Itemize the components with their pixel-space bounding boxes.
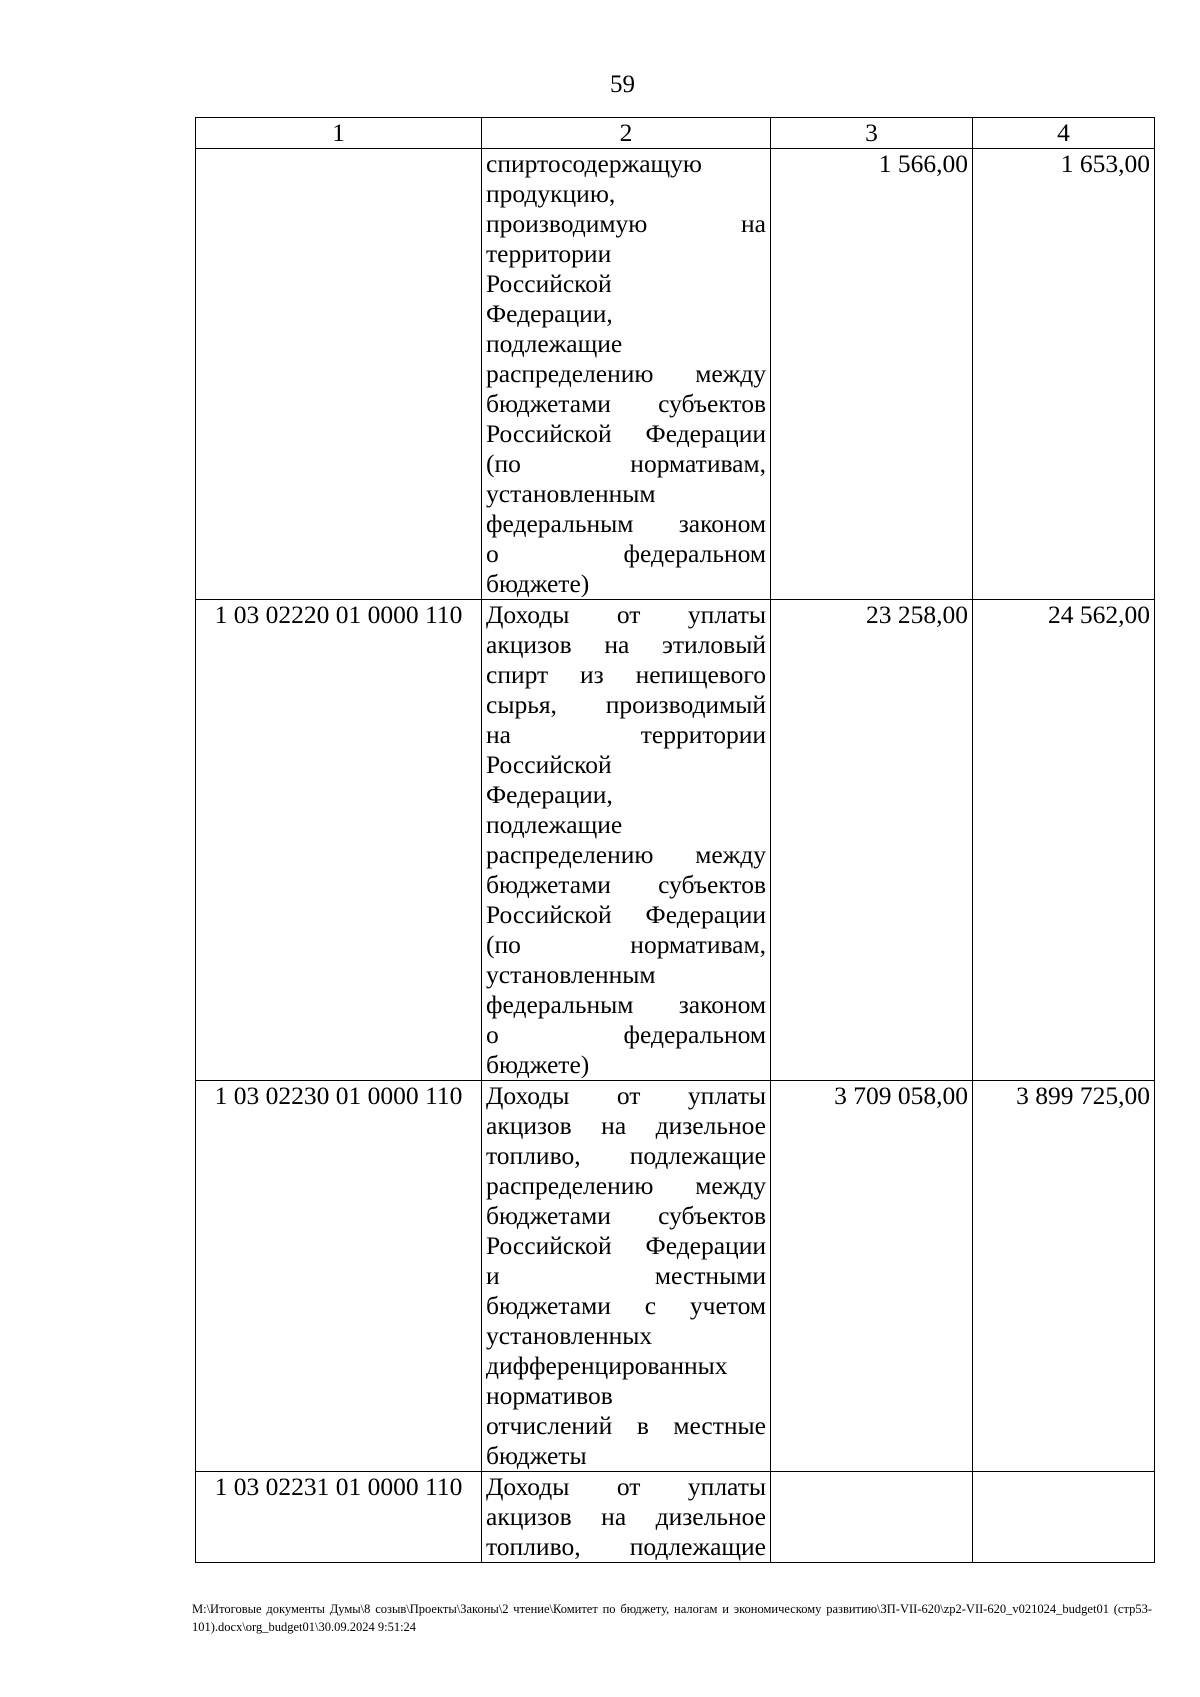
description-line: Российской Федерации bbox=[486, 900, 766, 929]
description-line: производимую на bbox=[486, 209, 766, 238]
description-line: (по нормативам, bbox=[486, 449, 766, 478]
description-line: о федеральном bbox=[486, 1020, 766, 1049]
table-header-row bbox=[196, 118, 1155, 149]
description-line: о федеральном bbox=[486, 539, 766, 568]
description-line: распределению между bbox=[486, 1171, 766, 1200]
budget-code-cell: 1 03 02230 01 0000 110 bbox=[196, 1081, 482, 1472]
description-line: отчислений в местные bbox=[486, 1411, 766, 1440]
table-row bbox=[196, 149, 1155, 600]
description-line: Российской Федерации bbox=[486, 419, 766, 448]
description-line: Российской bbox=[486, 750, 612, 779]
column-header-1: 1 bbox=[196, 118, 482, 149]
description-line: на территории bbox=[486, 720, 766, 749]
table-row bbox=[196, 600, 1155, 1081]
description-line: установленным bbox=[486, 479, 656, 508]
description-cell bbox=[482, 149, 771, 600]
description-line: акцизов на дизельное bbox=[486, 1111, 766, 1140]
column-header-3: 3 bbox=[771, 118, 973, 149]
description-line: Доходы от уплаты bbox=[486, 1472, 766, 1501]
amount-column-3 bbox=[771, 1472, 973, 1563]
description-line: сырья, производимый bbox=[486, 690, 766, 719]
amount-column-4 bbox=[973, 1472, 1155, 1563]
amount-column-4: 24 562,00 bbox=[973, 600, 1155, 1081]
description-line: Российской Федерации bbox=[486, 1231, 766, 1260]
description-line: дифференцированных bbox=[486, 1351, 728, 1380]
description-line: продукцию, bbox=[486, 179, 616, 208]
description-line: распределению между bbox=[486, 359, 766, 388]
description-line: федеральным законом bbox=[486, 990, 766, 1019]
description-line: Федерации, bbox=[486, 299, 613, 328]
amount-column-4: 1 653,00 bbox=[973, 149, 1155, 600]
description-line: федеральным законом bbox=[486, 509, 766, 538]
description-line: территории bbox=[486, 239, 612, 268]
description-line: Доходы от уплаты bbox=[486, 600, 766, 629]
column-header-4: 4 bbox=[973, 118, 1155, 149]
description-line: спиртосодержащую bbox=[486, 149, 702, 178]
description-line: бюджете) bbox=[486, 569, 590, 598]
description-line: нормативов bbox=[486, 1381, 613, 1410]
description-line: бюджетами с учетом bbox=[486, 1291, 766, 1320]
amount-column-4: 3 899 725,00 bbox=[973, 1081, 1155, 1472]
description-cell bbox=[482, 1081, 771, 1472]
description-line: и местными bbox=[486, 1261, 766, 1290]
description-line: бюджете) bbox=[486, 1050, 590, 1079]
description-cell bbox=[482, 1472, 771, 1563]
description-cell bbox=[482, 600, 771, 1081]
description-line: топливо, подлежащие bbox=[486, 1141, 766, 1170]
description-line: (по нормативам, bbox=[486, 930, 766, 959]
amount-column-3: 1 566,00 bbox=[771, 149, 973, 600]
description-line: акцизов на этиловый bbox=[486, 630, 766, 659]
budget-code-cell: 1 03 02220 01 0000 110 bbox=[196, 600, 482, 1081]
document-path-footer: M:\Итоговые документы Думы\8 созыв\Проекты\Законы\2 чтение\Комитет по бюджету, налогам и экономическому развитию\ЗП-VII-620\zp2-VII-620_v021024_budget01 (стр53-101).docx\org_budget01\30.09.2024 9:51:24 bbox=[192, 1602, 1152, 1634]
description-line: бюджетами субъектов bbox=[486, 870, 766, 899]
description-line: установленных bbox=[486, 1321, 653, 1350]
table-row bbox=[196, 1472, 1155, 1563]
description-line: Доходы от уплаты bbox=[486, 1081, 766, 1110]
description-line: Федерации, bbox=[486, 780, 613, 809]
description-line: подлежащие bbox=[486, 810, 623, 839]
amount-column-3: 3 709 058,00 bbox=[771, 1081, 973, 1472]
description-line: Российской bbox=[486, 269, 612, 298]
description-line: распределению между bbox=[486, 840, 766, 869]
table-row bbox=[196, 1081, 1155, 1472]
budget-code-cell bbox=[196, 149, 482, 600]
description-line: топливо, подлежащие bbox=[486, 1532, 766, 1561]
column-header-2: 2 bbox=[482, 118, 771, 149]
description-line: спирт из непищевого bbox=[486, 660, 766, 689]
description-line: акцизов на дизельное bbox=[486, 1502, 766, 1531]
description-line: бюджетами субъектов bbox=[486, 389, 766, 418]
description-line: подлежащие bbox=[486, 329, 623, 358]
budget-code-cell: 1 03 02231 01 0000 110 bbox=[196, 1472, 482, 1563]
budget-table bbox=[195, 117, 1155, 1563]
description-line: бюджеты bbox=[486, 1441, 587, 1470]
description-line: бюджетами субъектов bbox=[486, 1201, 766, 1230]
description-line: установленным bbox=[486, 960, 656, 989]
amount-column-3: 23 258,00 bbox=[771, 600, 973, 1081]
page-number: 59 bbox=[610, 71, 635, 98]
